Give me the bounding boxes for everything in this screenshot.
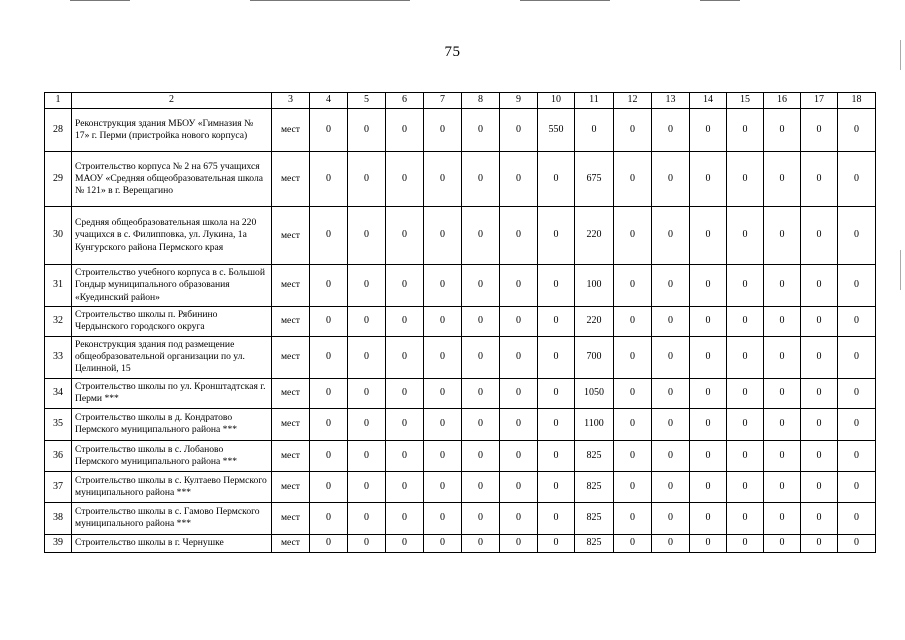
- value-cell: 0: [424, 378, 462, 408]
- value-cell: 0: [838, 109, 876, 152]
- value-cell: 0: [500, 534, 538, 552]
- data-table: [44, 92, 876, 553]
- value-cell: 0: [348, 440, 386, 471]
- value-cell: 0: [727, 152, 764, 207]
- table-row: [45, 408, 876, 440]
- unit-cell: мест: [272, 534, 310, 552]
- value-cell: 0: [727, 471, 764, 502]
- value-cell: 0: [462, 265, 500, 307]
- value-cell: 0: [424, 408, 462, 440]
- value-cell: 0: [764, 378, 801, 408]
- value-cell: 0: [310, 534, 348, 552]
- value-cell: 0: [801, 502, 838, 534]
- value-cell: 0: [348, 207, 386, 265]
- header-cell: 6: [386, 93, 424, 109]
- value-cell: 0: [386, 306, 424, 336]
- value-cell: 0: [462, 502, 500, 534]
- object-name-cell: Строительство школы по ул. Кронштадтская г. Перми ***: [72, 378, 272, 408]
- value-cell: 0: [424, 152, 462, 207]
- value-cell: 0: [801, 265, 838, 307]
- row-number-cell: 28: [45, 109, 72, 152]
- value-cell: 0: [538, 336, 575, 378]
- value-cell: 0: [538, 534, 575, 552]
- value-cell: 0: [310, 336, 348, 378]
- value-cell: 0: [424, 471, 462, 502]
- value-cell: 0: [462, 109, 500, 152]
- value-cell: 0: [727, 378, 764, 408]
- value-cell: 0: [424, 109, 462, 152]
- value-cell: 0: [348, 471, 386, 502]
- value-cell: 0: [614, 378, 652, 408]
- object-name-cell: Строительство школы в с. Култаево Пермского муниципального района ***: [72, 471, 272, 502]
- value-cell: 0: [727, 336, 764, 378]
- value-cell: 0: [614, 440, 652, 471]
- value-cell: 0: [690, 207, 727, 265]
- header-cell: 14: [690, 93, 727, 109]
- row-number-cell: 38: [45, 502, 72, 534]
- value-cell: 0: [310, 502, 348, 534]
- header-cell: 13: [652, 93, 690, 109]
- value-cell: 0: [386, 502, 424, 534]
- value-cell: 0: [801, 440, 838, 471]
- value-cell: 0: [500, 378, 538, 408]
- value-cell: 0: [801, 378, 838, 408]
- object-name-cell: Строительство школы в с. Лобаново Пермского муниципального района ***: [72, 440, 272, 471]
- header-cell: 10: [538, 93, 575, 109]
- value-cell: 0: [652, 408, 690, 440]
- unit-cell: мест: [272, 265, 310, 307]
- value-cell: 0: [386, 109, 424, 152]
- value-cell: 0: [764, 502, 801, 534]
- value-cell: 0: [538, 378, 575, 408]
- value-cell: 0: [424, 534, 462, 552]
- header-cell: 7: [424, 93, 462, 109]
- table-row: [45, 265, 876, 307]
- unit-cell: мест: [272, 207, 310, 265]
- table-row: [45, 534, 876, 552]
- value-cell: 0: [838, 152, 876, 207]
- value-cell: 0: [386, 534, 424, 552]
- value-cell: 0: [310, 152, 348, 207]
- unit-cell: мест: [272, 440, 310, 471]
- value-cell: 700: [575, 336, 614, 378]
- value-cell: 0: [386, 440, 424, 471]
- value-cell: 0: [690, 378, 727, 408]
- header-cell: 4: [310, 93, 348, 109]
- table-row: [45, 336, 876, 378]
- value-cell: 0: [386, 152, 424, 207]
- row-number-cell: 37: [45, 471, 72, 502]
- value-cell: 0: [462, 534, 500, 552]
- value-cell: 0: [386, 471, 424, 502]
- unit-cell: мест: [272, 471, 310, 502]
- value-cell: 0: [690, 152, 727, 207]
- header-cell: 11: [575, 93, 614, 109]
- value-cell: 0: [838, 440, 876, 471]
- value-cell: 0: [348, 534, 386, 552]
- value-cell: 0: [801, 534, 838, 552]
- value-cell: 0: [500, 109, 538, 152]
- value-cell: 0: [764, 152, 801, 207]
- value-cell: 0: [538, 152, 575, 207]
- unit-cell: мест: [272, 152, 310, 207]
- value-cell: 0: [764, 534, 801, 552]
- value-cell: 220: [575, 207, 614, 265]
- value-cell: 0: [462, 336, 500, 378]
- value-cell: 0: [838, 265, 876, 307]
- value-cell: 0: [500, 265, 538, 307]
- value-cell: 0: [614, 265, 652, 307]
- table-header-row: [45, 93, 876, 109]
- table-row: [45, 152, 876, 207]
- value-cell: 0: [462, 440, 500, 471]
- object-name-cell: Строительство корпуса № 2 на 675 учащихся МАОУ «Средняя общеобразовательная школа № 121» в г. Верещагино: [72, 152, 272, 207]
- value-cell: 0: [348, 152, 386, 207]
- header-cell: 18: [838, 93, 876, 109]
- value-cell: 0: [348, 265, 386, 307]
- value-cell: 0: [310, 207, 348, 265]
- value-cell: 0: [386, 336, 424, 378]
- value-cell: 0: [310, 440, 348, 471]
- row-number-cell: 32: [45, 306, 72, 336]
- value-cell: 0: [838, 502, 876, 534]
- value-cell: 0: [690, 471, 727, 502]
- object-name-cell: Строительство школы в д. Кондратово Пермского муниципального района ***: [72, 408, 272, 440]
- value-cell: 0: [538, 265, 575, 307]
- value-cell: 0: [727, 265, 764, 307]
- value-cell: 0: [614, 471, 652, 502]
- value-cell: 0: [838, 207, 876, 265]
- value-cell: 0: [500, 440, 538, 471]
- value-cell: 0: [727, 440, 764, 471]
- value-cell: 0: [500, 408, 538, 440]
- unit-cell: мест: [272, 306, 310, 336]
- value-cell: 0: [801, 336, 838, 378]
- value-cell: 0: [310, 306, 348, 336]
- value-cell: 0: [690, 502, 727, 534]
- value-cell: 0: [386, 207, 424, 265]
- page-number: 75: [444, 44, 461, 60]
- unit-cell: мест: [272, 408, 310, 440]
- table-row: [45, 502, 876, 534]
- value-cell: 0: [652, 109, 690, 152]
- value-cell: 0: [538, 440, 575, 471]
- table-row: [45, 471, 876, 502]
- value-cell: 0: [764, 109, 801, 152]
- value-cell: 0: [727, 408, 764, 440]
- value-cell: 0: [462, 408, 500, 440]
- value-cell: 0: [652, 336, 690, 378]
- value-cell: 825: [575, 440, 614, 471]
- value-cell: 0: [690, 306, 727, 336]
- row-number-cell: 33: [45, 336, 72, 378]
- row-number-cell: 29: [45, 152, 72, 207]
- value-cell: 0: [500, 502, 538, 534]
- value-cell: 0: [614, 408, 652, 440]
- value-cell: 0: [500, 207, 538, 265]
- value-cell: 0: [652, 534, 690, 552]
- header-cell: 2: [72, 93, 272, 109]
- value-cell: 0: [652, 152, 690, 207]
- value-cell: 0: [838, 336, 876, 378]
- value-cell: 0: [348, 336, 386, 378]
- value-cell: 0: [652, 502, 690, 534]
- row-number-cell: 39: [45, 534, 72, 552]
- value-cell: 0: [764, 207, 801, 265]
- value-cell: 0: [690, 265, 727, 307]
- value-cell: 0: [348, 502, 386, 534]
- value-cell: 0: [838, 471, 876, 502]
- value-cell: 0: [764, 440, 801, 471]
- object-name-cell: Строительство учебного корпуса в с. Большой Гондыр муниципального образования «Куединский район»: [72, 265, 272, 307]
- value-cell: 0: [310, 265, 348, 307]
- value-cell: 0: [838, 378, 876, 408]
- row-number-cell: 31: [45, 265, 72, 307]
- value-cell: 0: [310, 471, 348, 502]
- value-cell: 0: [348, 378, 386, 408]
- value-cell: 0: [500, 306, 538, 336]
- row-number-cell: 30: [45, 207, 72, 265]
- value-cell: 0: [538, 502, 575, 534]
- value-cell: 0: [310, 378, 348, 408]
- value-cell: 0: [614, 502, 652, 534]
- value-cell: 0: [764, 471, 801, 502]
- object-name-cell: Строительство школы в с. Гамово Пермского муниципального района ***: [72, 502, 272, 534]
- value-cell: 0: [538, 471, 575, 502]
- value-cell: 0: [462, 378, 500, 408]
- value-cell: 0: [348, 109, 386, 152]
- value-cell: 0: [764, 265, 801, 307]
- value-cell: 100: [575, 265, 614, 307]
- row-number-cell: 34: [45, 378, 72, 408]
- value-cell: 0: [801, 408, 838, 440]
- value-cell: 0: [424, 440, 462, 471]
- value-cell: 0: [727, 534, 764, 552]
- value-cell: 0: [652, 207, 690, 265]
- value-cell: 550: [538, 109, 575, 152]
- value-cell: 0: [838, 306, 876, 336]
- value-cell: 0: [348, 408, 386, 440]
- header-cell: 3: [272, 93, 310, 109]
- value-cell: 0: [310, 109, 348, 152]
- object-name-cell: Реконструкция здания под размещение общеобразовательной организации по ул. Целинной, 15: [72, 336, 272, 378]
- value-cell: 0: [764, 306, 801, 336]
- value-cell: 0: [462, 152, 500, 207]
- object-name-cell: Средняя общеобразовательная школа на 220 учащихся в с. Филипповка, ул. Лукина, 1а Кунгурского района Пермского края: [72, 207, 272, 265]
- value-cell: 0: [727, 502, 764, 534]
- value-cell: 0: [727, 306, 764, 336]
- table-row: [45, 109, 876, 152]
- value-cell: 0: [424, 502, 462, 534]
- value-cell: 0: [462, 471, 500, 502]
- header-cell: 12: [614, 93, 652, 109]
- value-cell: 0: [310, 408, 348, 440]
- value-cell: 0: [614, 534, 652, 552]
- value-cell: 0: [575, 109, 614, 152]
- value-cell: 0: [424, 306, 462, 336]
- value-cell: 0: [801, 152, 838, 207]
- value-cell: 220: [575, 306, 614, 336]
- unit-cell: мест: [272, 502, 310, 534]
- header-cell: 8: [462, 93, 500, 109]
- header-cell: 17: [801, 93, 838, 109]
- scan-top-edge: [0, 0, 905, 2]
- value-cell: 0: [462, 207, 500, 265]
- value-cell: 0: [764, 336, 801, 378]
- value-cell: 0: [690, 109, 727, 152]
- value-cell: 0: [614, 306, 652, 336]
- unit-cell: мест: [272, 109, 310, 152]
- unit-cell: мест: [272, 336, 310, 378]
- value-cell: 0: [727, 109, 764, 152]
- table-row: [45, 306, 876, 336]
- value-cell: 0: [690, 336, 727, 378]
- value-cell: 0: [801, 306, 838, 336]
- value-cell: 1050: [575, 378, 614, 408]
- value-cell: 0: [538, 207, 575, 265]
- value-cell: 0: [652, 306, 690, 336]
- value-cell: 0: [652, 440, 690, 471]
- object-name-cell: Строительство школы в г. Чернушке: [72, 534, 272, 552]
- value-cell: 825: [575, 534, 614, 552]
- value-cell: 825: [575, 471, 614, 502]
- table-row: [45, 378, 876, 408]
- table-row: [45, 440, 876, 471]
- value-cell: 0: [838, 408, 876, 440]
- value-cell: 0: [386, 378, 424, 408]
- value-cell: 0: [500, 152, 538, 207]
- row-number-cell: 35: [45, 408, 72, 440]
- object-name-cell: Строительство школы п. Рябинино Чердынского городского округа: [72, 306, 272, 336]
- value-cell: 0: [652, 265, 690, 307]
- value-cell: 0: [538, 306, 575, 336]
- header-cell: 9: [500, 93, 538, 109]
- value-cell: 0: [801, 471, 838, 502]
- value-cell: 0: [764, 408, 801, 440]
- value-cell: 0: [727, 207, 764, 265]
- row-number-cell: 36: [45, 440, 72, 471]
- value-cell: 0: [614, 336, 652, 378]
- value-cell: 0: [462, 306, 500, 336]
- value-cell: 1100: [575, 408, 614, 440]
- value-cell: 0: [500, 336, 538, 378]
- value-cell: 825: [575, 502, 614, 534]
- value-cell: 0: [652, 378, 690, 408]
- value-cell: 0: [386, 408, 424, 440]
- value-cell: 0: [614, 109, 652, 152]
- scan-edge-mark: [900, 40, 901, 70]
- header-cell: 16: [764, 93, 801, 109]
- value-cell: 0: [690, 408, 727, 440]
- scan-edge-mark: [900, 250, 901, 290]
- value-cell: 0: [424, 207, 462, 265]
- value-cell: 0: [838, 534, 876, 552]
- header-cell: 5: [348, 93, 386, 109]
- value-cell: 0: [500, 471, 538, 502]
- unit-cell: мест: [272, 378, 310, 408]
- header-cell: 15: [727, 93, 764, 109]
- value-cell: 0: [690, 440, 727, 471]
- value-cell: 0: [386, 265, 424, 307]
- value-cell: 675: [575, 152, 614, 207]
- table-row: [45, 207, 876, 265]
- value-cell: 0: [424, 265, 462, 307]
- value-cell: 0: [424, 336, 462, 378]
- value-cell: 0: [614, 152, 652, 207]
- value-cell: 0: [652, 471, 690, 502]
- value-cell: 0: [801, 109, 838, 152]
- value-cell: 0: [801, 207, 838, 265]
- value-cell: 0: [614, 207, 652, 265]
- object-name-cell: Реконструкция здания МБОУ «Гимназия № 17» г. Перми (пристройка нового корпуса): [72, 109, 272, 152]
- value-cell: 0: [348, 306, 386, 336]
- header-cell: 1: [45, 93, 72, 109]
- value-cell: 0: [690, 534, 727, 552]
- value-cell: 0: [538, 408, 575, 440]
